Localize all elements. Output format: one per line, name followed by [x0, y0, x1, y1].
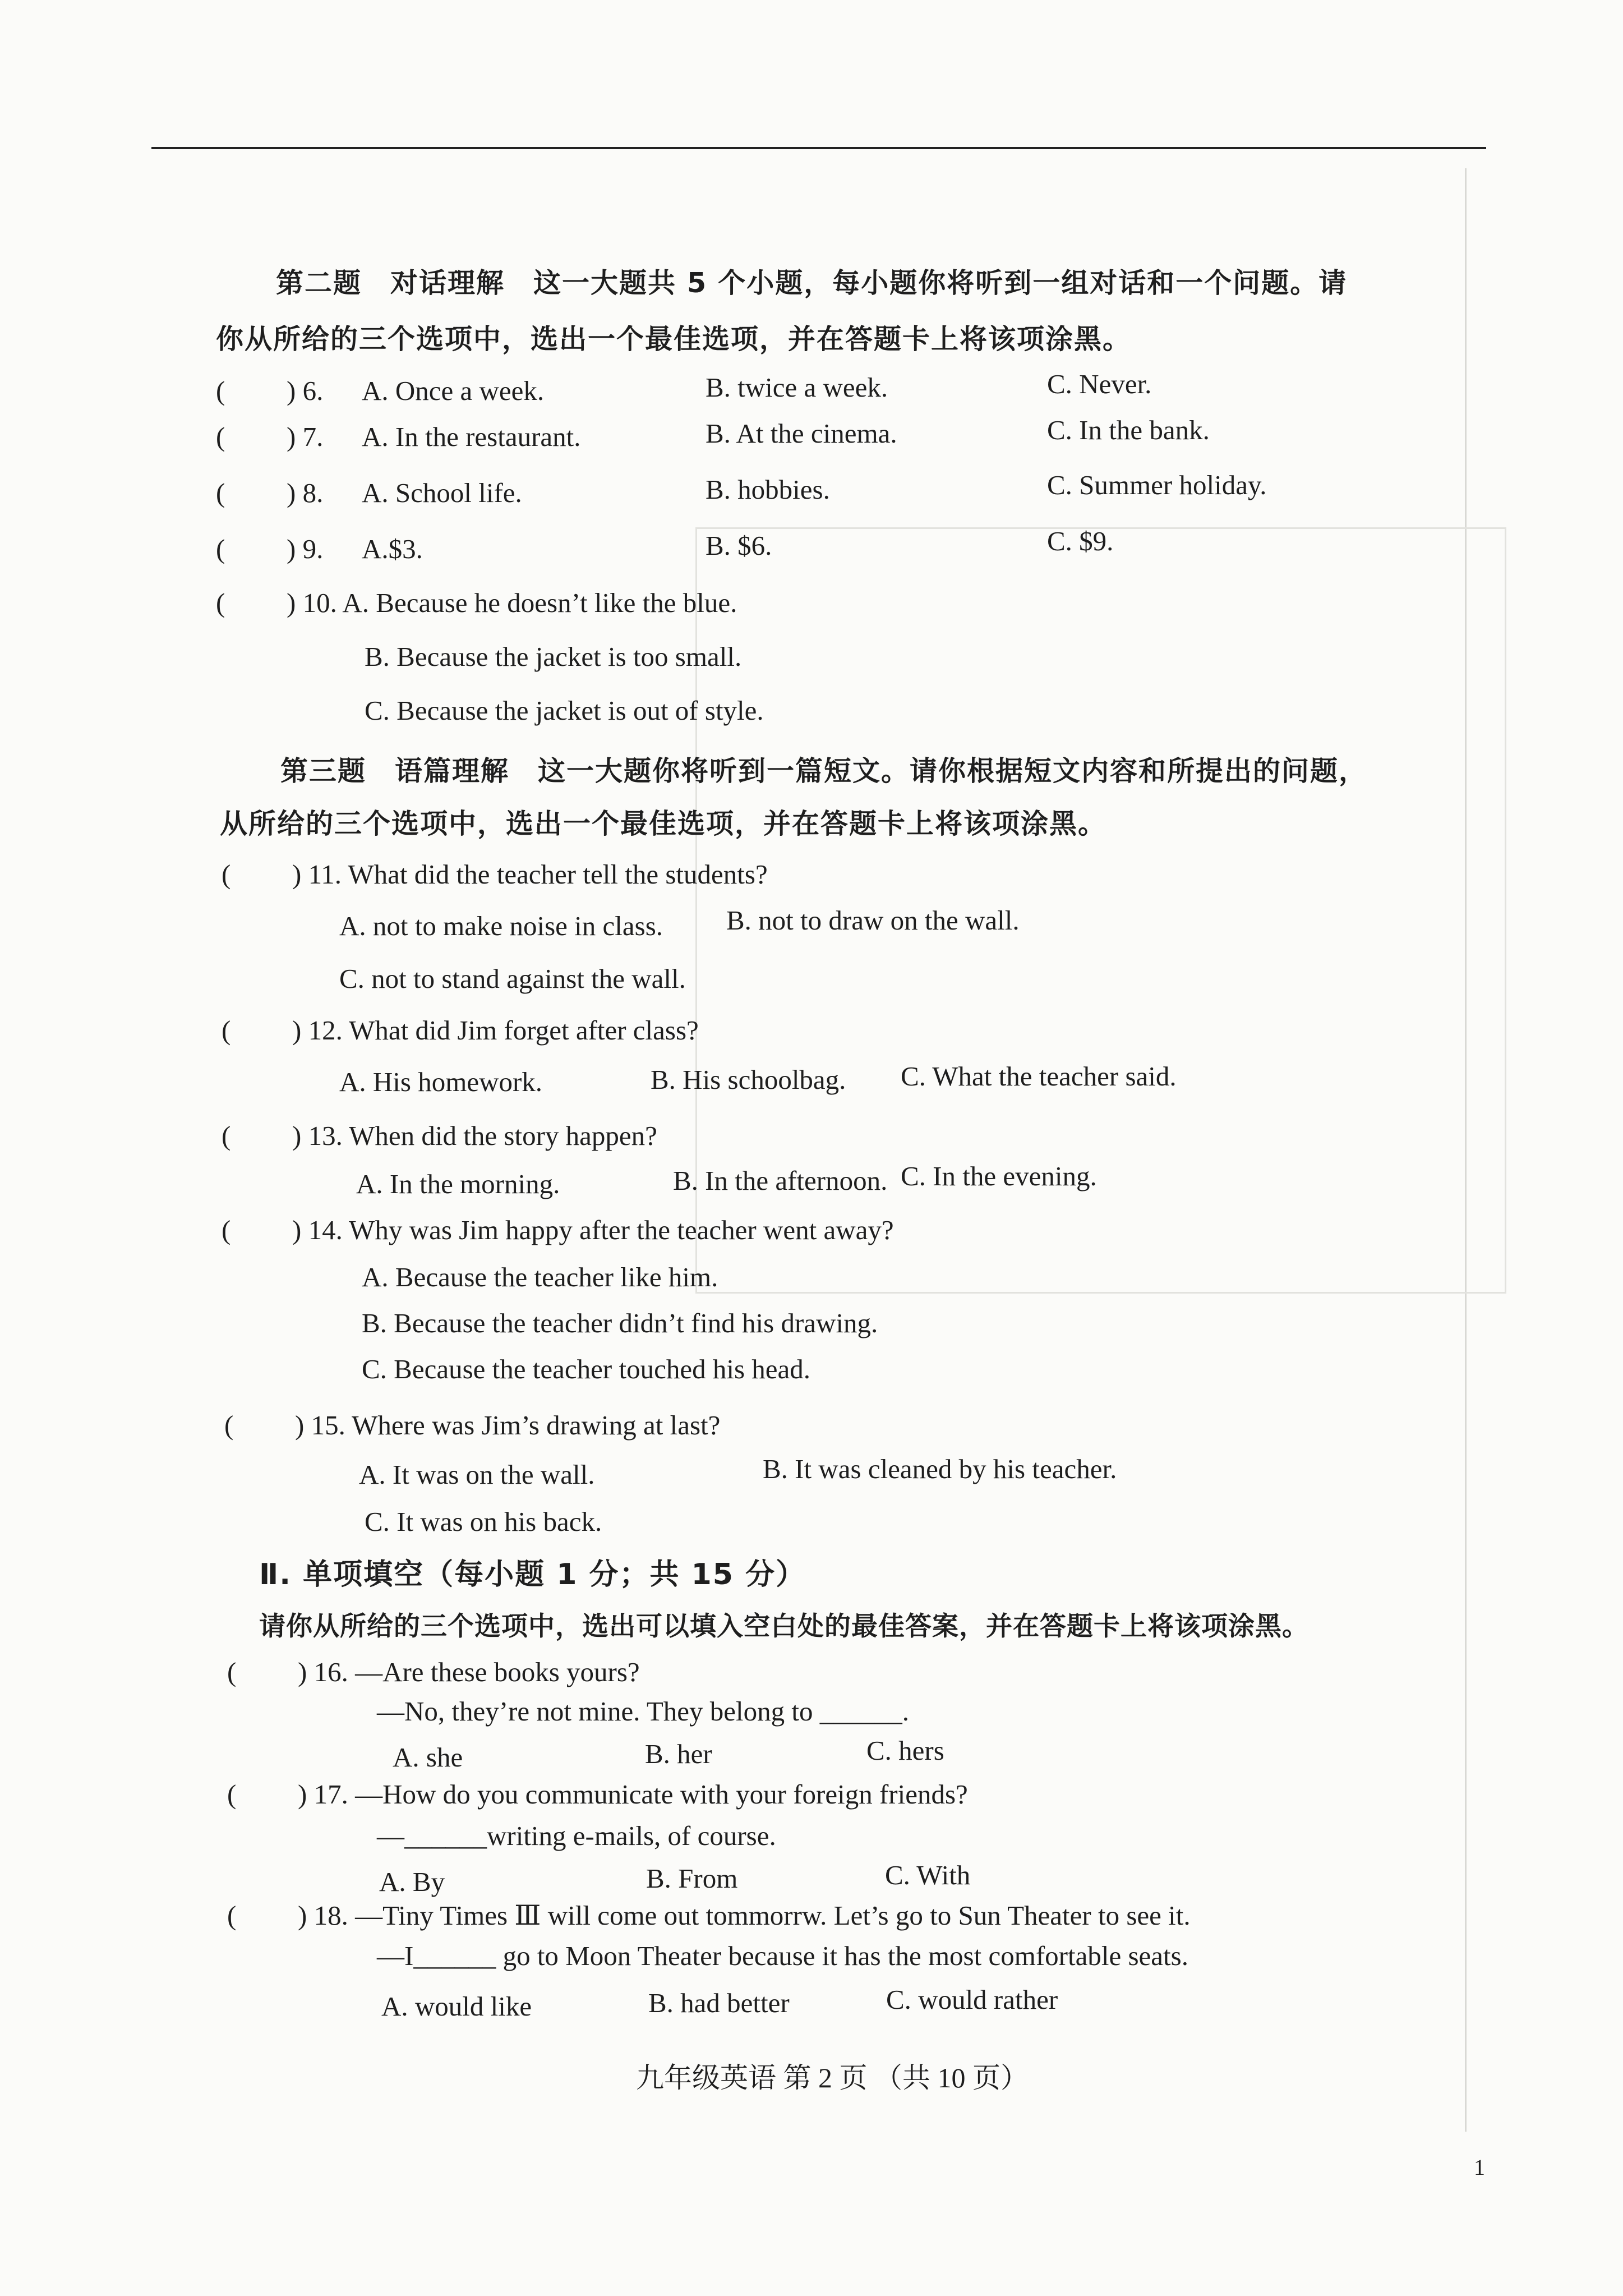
q15-option-c: C. It was on his back. [365, 1506, 602, 1537]
q7-option-a: A. In the restaurant. [362, 421, 581, 452]
part3-header-line2: 从所给的三个选项中，选出一个最佳选项，并在答题卡上将该项涂黑。 [220, 808, 1107, 840]
q6-option-b: B. twice a week. [706, 372, 888, 403]
question-16: ( ) 16. —Are these books yours? [227, 1657, 640, 1687]
q7-option-b: B. At the cinema. [706, 418, 897, 449]
question-8: ( ) 8. [216, 477, 324, 508]
q10-option-b: B. Because the jacket is too small. [365, 641, 742, 672]
q17-option-c: C. With [885, 1860, 971, 1890]
part3-header-line1: 第三题 语篇理解 这一大题你将听到一篇短文。请你根据短文内容和所提出的问题， [280, 755, 1368, 787]
q13-option-b: B. In the afternoon. [673, 1165, 888, 1196]
q18-line2: —I______ go to Moon Theater because it has the most comfortable seats. [377, 1940, 1188, 1971]
q18-option-b: B. had better [648, 1987, 790, 2018]
question-17: ( ) 17. —How do you communicate with your foreign friends? [227, 1779, 968, 1810]
top-rule [151, 147, 1486, 149]
q16-option-c: C. hers [866, 1735, 944, 1766]
question-7: ( ) 7. [216, 421, 324, 452]
question-10: ( ) 10. A. Because he doesn’t like the blue. [216, 587, 737, 618]
q6-option-c: C. Never. [1047, 369, 1152, 399]
q16-line2: —No, they’re not mine. They belong to ______. [377, 1696, 909, 1727]
q18-option-a: A. would like [381, 1991, 532, 2022]
part2-header-line1: 第二题 对话理解 这一大题共 5 个小题，每小题你将听到一组对话和一个问题。请 [276, 267, 1348, 299]
question-12: ( ) 12. What did Jim forget after class? [222, 1015, 699, 1046]
q7-option-c: C. In the bank. [1047, 415, 1210, 445]
question-6: ( ) 6. [216, 375, 324, 406]
question-13: ( ) 13. When did the story happen? [222, 1120, 657, 1151]
q14-option-c: C. Because the teacher touched his head. [362, 1354, 811, 1384]
q12-option-c: C. What the teacher said. [901, 1061, 1177, 1092]
section2-instruction: 请你从所给的三个选项中，选出可以填入空白处的最佳答案，并在答题卡上将该项涂黑。 [259, 1611, 1309, 1642]
section2-title: Ⅱ. 单项填空（每小题 1 分；共 15 分） [259, 1558, 806, 1591]
q9-option-c: C. $9. [1047, 526, 1114, 556]
q9-option-a: A.$3. [362, 533, 423, 564]
q12-option-b: B. His schoolbag. [651, 1064, 846, 1095]
question-9: ( ) 9. [216, 533, 324, 564]
q16-option-b: B. her [645, 1738, 712, 1769]
q12-option-a: A. His homework. [339, 1066, 543, 1097]
q6-option-a: A. Once a week. [362, 375, 545, 406]
question-15: ( ) 15. Where was Jim’s drawing at last? [224, 1410, 721, 1441]
q8-option-a: A. School life. [362, 477, 522, 508]
q8-option-b: B. hobbies. [706, 474, 830, 505]
q10-option-c: C. Because the jacket is out of style. [365, 695, 764, 726]
q16-option-a: A. she [393, 1742, 463, 1773]
q14-option-b: B. Because the teacher didn’t find his drawing. [362, 1308, 878, 1338]
question-11: ( ) 11. What did the teacher tell the students? [222, 859, 768, 890]
q13-option-c: C. In the evening. [901, 1161, 1097, 1191]
q9-option-b: B. $6. [706, 530, 772, 561]
q13-option-a: A. In the morning. [356, 1168, 560, 1199]
q17-option-b: B. From [646, 1863, 738, 1894]
q11-option-a: A. not to make noise in class. [339, 910, 663, 941]
part2-header-line2: 你从所给的三个选项中，选出一个最佳选项，并在答题卡上将该项涂黑。 [216, 323, 1132, 355]
q17-option-a: A. By [379, 1866, 445, 1897]
question-18: ( ) 18. —Tiny Times Ⅲ will come out tommorrw. Let’s go to Sun Theater to see it. [227, 1900, 1191, 1931]
q10-option-a: A. Because he doesn’t like the blue. [342, 587, 737, 618]
q8-option-c: C. Summer holiday. [1047, 470, 1267, 500]
q15-option-a: A. It was on the wall. [359, 1459, 595, 1490]
question-14: ( ) 14. Why was Jim happy after the teacher went away? [222, 1214, 894, 1245]
q15-option-b: B. It was cleaned by his teacher. [763, 1453, 1117, 1484]
q11-option-c: C. not to stand against the wall. [339, 963, 686, 994]
q17-line2: —______writing e-mails, of course. [377, 1820, 776, 1851]
q14-option-a: A. Because the teacher like him. [362, 1262, 718, 1292]
page-footer: 九年级英语 第 2 页 （共 10 页） [636, 2062, 1029, 2093]
q11-option-b: B. not to draw on the wall. [726, 905, 1020, 936]
corner-mark: 1 [1474, 2155, 1485, 2180]
q18-option-c: C. would rather [886, 1984, 1058, 2015]
